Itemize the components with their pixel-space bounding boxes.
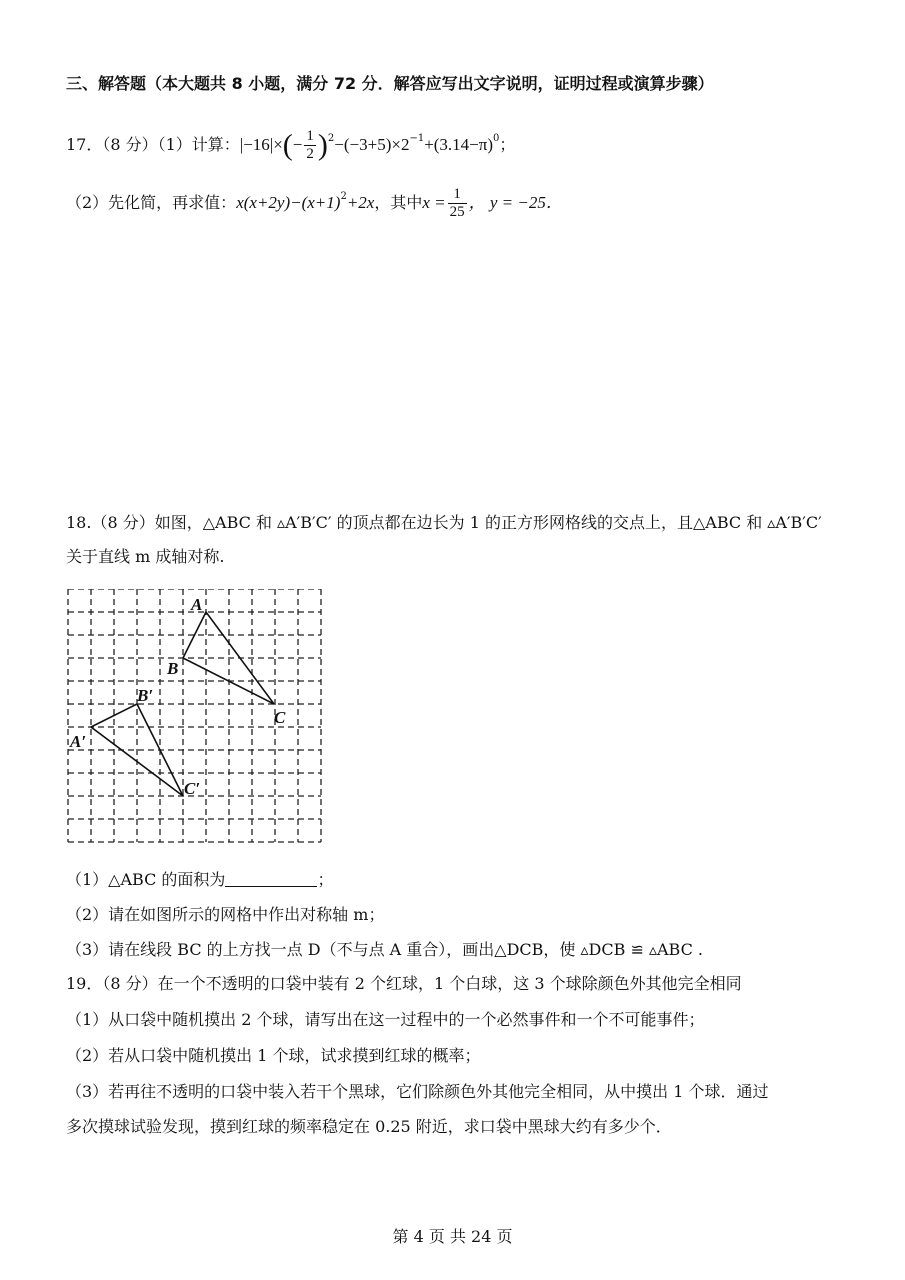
q17-expr2-sup: 2 xyxy=(340,191,347,202)
q17-part2 xyxy=(66,186,563,221)
q17-end: ； xyxy=(499,135,516,154)
q18-line2: 关于直线 m 成轴对称. xyxy=(66,547,225,566)
label-b: B xyxy=(167,659,179,678)
q17-expr2-x: x = xyxy=(422,193,446,212)
q18-sub1-end: ； xyxy=(317,870,334,889)
paren-open: ( xyxy=(282,128,293,162)
q17-expr2-mid: ，其中 xyxy=(374,193,423,212)
q19-sub2: （2）若从口袋中随机摸出 1 个球，试求摸到红球的概率； xyxy=(66,1046,481,1065)
section-title: 三、解答题（本大题共 8 小题，满分 72 分．解答应写出文字说明，证明过程或演算步骤） xyxy=(66,74,714,93)
q17-expr1-c: +(3.14−π) xyxy=(424,135,494,154)
q17-expr2-b: +2x xyxy=(346,193,375,212)
q19-line1: 19．（8 分）在一个不透明的口袋中装有 2 个红球，1 个白球，这 3 个球除颜色外其他完全相同 xyxy=(66,974,742,993)
q17-part2-head: （2）先化简，再求值： xyxy=(66,193,237,212)
paren-close: ) xyxy=(317,128,328,162)
label-a: A xyxy=(191,595,203,614)
q19-sub3-b: 多次摸球试验发现，摸到红球的频率稳定在 0.25 附近，求口袋中黑球大约有多少个． xyxy=(66,1117,672,1136)
q17-head: 17．（8 分）（1）计算： xyxy=(66,135,240,154)
q17-sup1: 2 xyxy=(327,133,335,144)
q17-expr1-a: |−16|× xyxy=(239,135,283,154)
q17-frac-half: $\frac{1}{2}$ xyxy=(306,128,314,162)
q17-sup2: −1 xyxy=(409,133,425,144)
q17-part1 xyxy=(66,128,515,163)
q18-sub3: （3）请在线段 BC 的上方找一点 D（不与点 A 重合），画出△DCB，使 ▵DCB ≌ ▵ABC . xyxy=(66,940,704,959)
q18-sub1 xyxy=(66,868,333,892)
q18-line1: 18.（8 分）如图，△ABC 和 ▵A′B′C′ 的顶点都在边长为 1 的正方形网格线的交点上，且△ABC 和 ▵A′B′C′ xyxy=(66,513,822,532)
label-c-prime: C′ xyxy=(184,779,201,798)
answer-blank[interactable] xyxy=(225,868,317,887)
label-a-prime: A′ xyxy=(70,732,87,751)
label-c: C xyxy=(274,708,286,727)
grid-figure xyxy=(66,589,326,847)
q17-expr2-a: x(x+2y)−(x+1) xyxy=(236,193,341,212)
q17-sup3: 0 xyxy=(493,133,500,144)
q17-expr1-b: −(−3+5)×2 xyxy=(334,135,410,154)
q19-sub1: （1）从口袋中随机摸出 2 个球，请写出在这一过程中的一个必然事件和一个不可能事件； xyxy=(66,1010,705,1029)
page-footer: 第 4 页 共 24 页 xyxy=(392,1227,513,1246)
q19-sub3-a: （3）若再往不透明的口袋中装入若干个黑球，它们除颜色外其他完全相同，从中摸出 1 个球．通过 xyxy=(66,1082,769,1101)
q17-expr2-y: ， y = −25． xyxy=(468,193,563,212)
q18-sub1-text: （1）△ABC 的面积为 xyxy=(66,870,226,889)
q18-sub2: （2）请在如图所示的网格中作出对称轴 m； xyxy=(66,905,385,924)
minus-sign: − xyxy=(292,135,303,154)
label-b-prime: B′ xyxy=(137,686,154,705)
q17-frac-x: $\frac{1}{25}$ xyxy=(449,186,465,220)
